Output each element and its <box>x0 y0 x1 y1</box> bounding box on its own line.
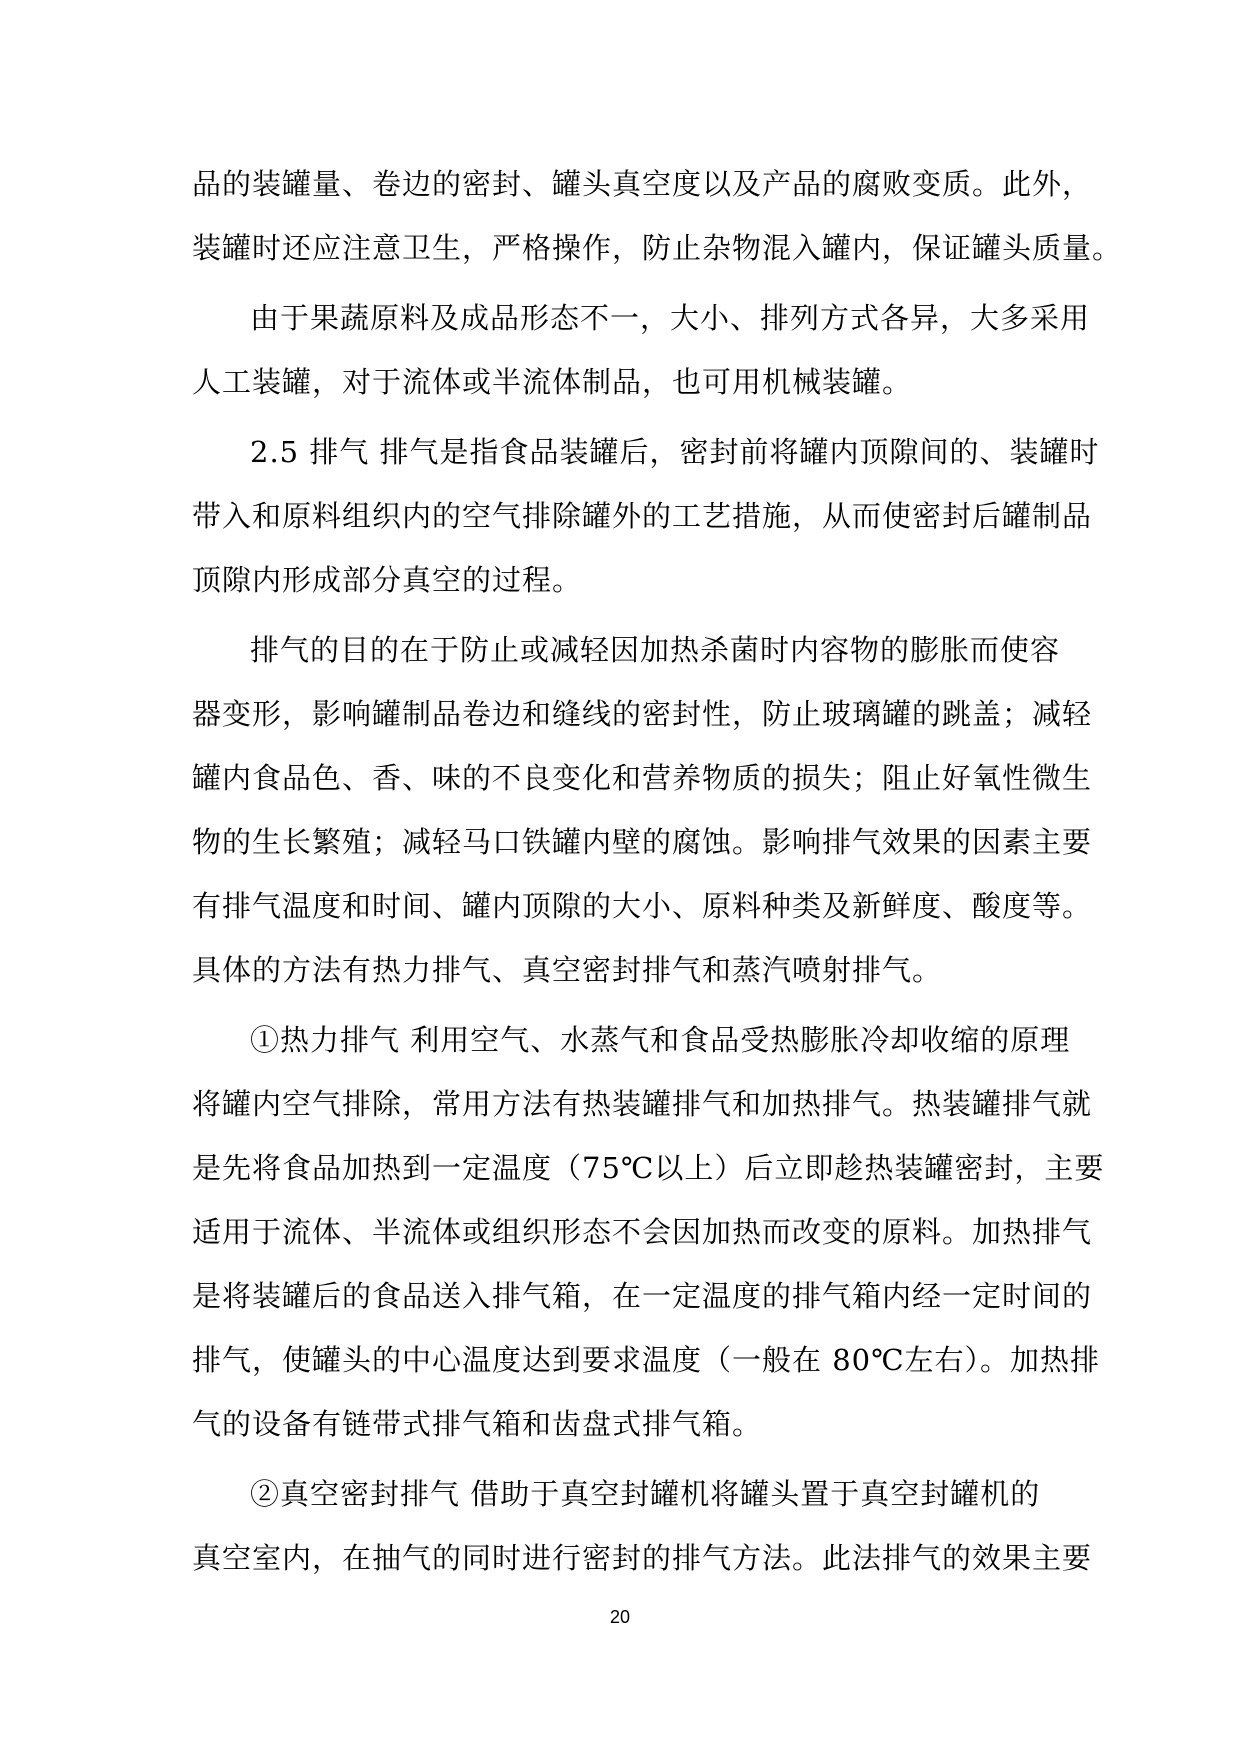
text-line: 人工装罐，对于流体或半流体制品，也可用机械装罐。 <box>192 365 913 399</box>
text-line: 是先将食品加热到一定温度（75℃以上）后立即趁热装罐密封，主要 <box>192 1151 1105 1185</box>
text-line: 适用于流体、半流体或组织形态不会因加热而改变的原料。加热排气 <box>192 1215 1093 1249</box>
text-line: 罐内食品色、香、味的不良变化和营养物质的损失；阻止好氧性微生 <box>192 761 1093 795</box>
text-line: 顶隙内形成部分真空的过程。 <box>192 563 583 597</box>
text-line: 品的装罐量、卷边的密封、罐头真空度以及产品的腐败变质。此外， <box>192 167 1093 201</box>
text-line: 是将装罐后的食品送入排气箱，在一定温度的排气箱内经一定时间的 <box>192 1279 1093 1313</box>
text-line: 具体的方法有热力排气、真空密封排气和蒸汽喷射排气。 <box>192 953 943 987</box>
text-line: 真空室内，在抽气的同时进行密封的排气方法。此法排气的效果主要 <box>192 1541 1093 1575</box>
text-line: ②真空密封排气 借助于真空封罐机将罐头置于真空封罐机的 <box>250 1477 1041 1511</box>
text-line: 2.5 排气 排气是指食品装罐后，密封前将罐内顶隙间的、装罐时 <box>250 435 1100 469</box>
text-line: 有排气温度和时间、罐内顶隙的大小、原料种类及新鲜度、酸度等。 <box>192 889 1093 923</box>
page-number: 20 <box>609 1607 631 1627</box>
text-line: 将罐内空气排除，常用方法有热装罐排气和加热排气。热装罐排气就 <box>192 1087 1093 1121</box>
text-line: 物的生长繁殖；减轻马口铁罐内壁的腐蚀。影响排气效果的因素主要 <box>192 825 1093 859</box>
text-line: ①热力排气 利用空气、水蒸气和食品受热膨胀冷却收缩的原理 <box>250 1023 1071 1057</box>
text-line: 气的设备有链带式排气箱和齿盘式排气箱。 <box>192 1407 763 1441</box>
text-line: 排气，使罐头的中心温度达到要求温度（一般在 80℃左右）。加热排 <box>192 1343 1101 1377</box>
text-line: 装罐时还应注意卫生，严格操作，防止杂物混入罐内，保证罐头质量。 <box>192 231 1123 265</box>
text-line: 由于果蔬原料及成品形态不一，大小、排列方式各异，大多采用 <box>250 301 1091 335</box>
text-line: 排气的目的在于防止或减轻因加热杀菌时内容物的膨胀而使容 <box>250 633 1061 667</box>
text-line: 器变形，影响罐制品卷边和缝线的密封性，防止玻璃罐的跳盖；减轻 <box>192 697 1093 731</box>
text-line: 带入和原料组织内的空气排除罐外的工艺措施，从而使密封后罐制品 <box>192 499 1093 533</box>
